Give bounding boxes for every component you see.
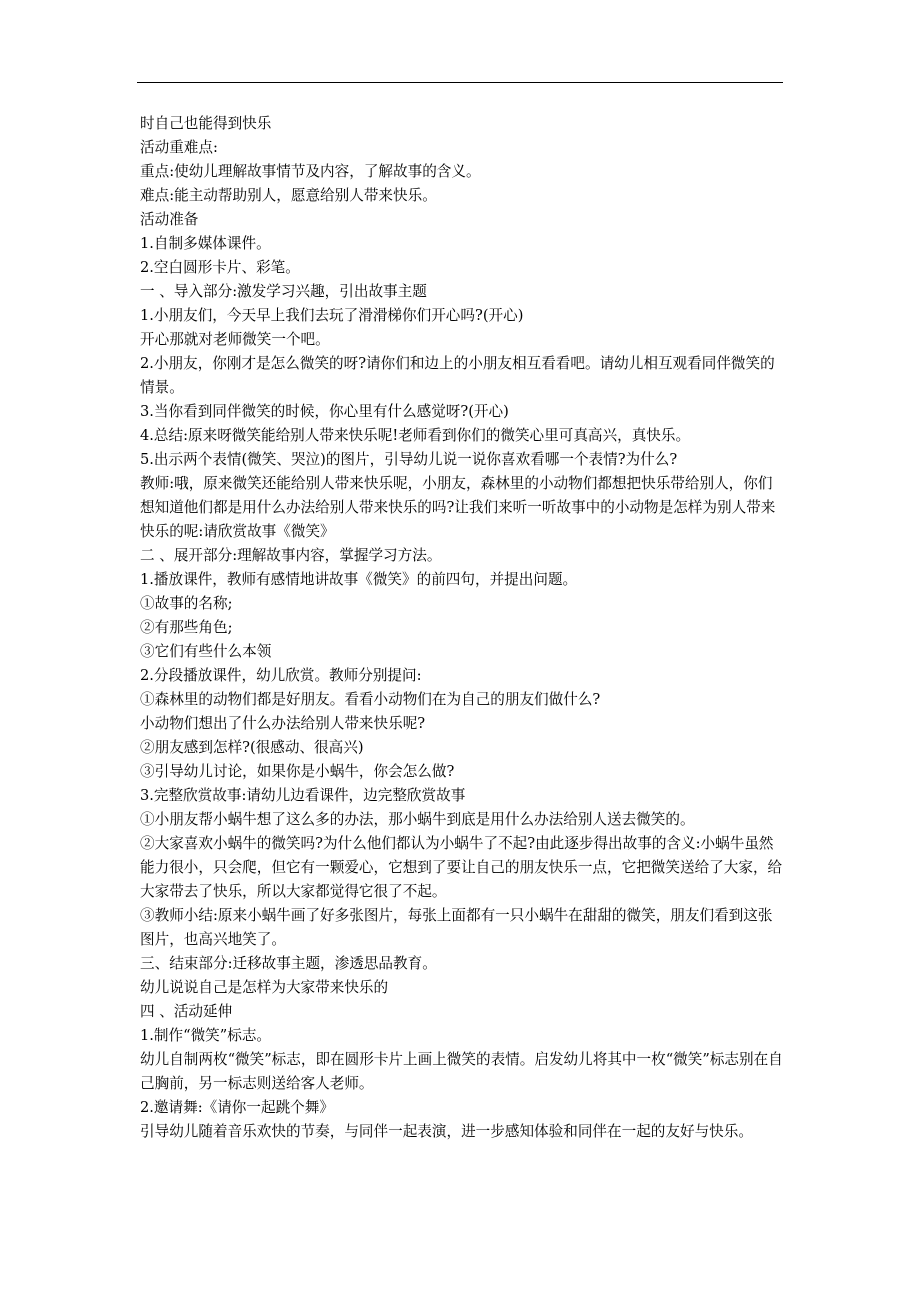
section-heading: 活动准备 xyxy=(140,211,199,228)
paragraph: 2.空白圆形卡片、彩笔。 xyxy=(140,259,300,276)
paragraph: 时自己也能得到快乐 xyxy=(140,115,272,132)
paragraph: ②大家喜欢小蜗牛的微笑吗?为什么他们都认为小蜗牛了不起?由此逐步得出故事的含义:小蜗牛虽然能力很小，只会爬，但它有一颗爱心，它想到了要让自己的朋友快乐一点，它把微笑送给了大家，给大家带去了快乐，所以大家都觉得它很了不起。 xyxy=(140,835,783,900)
paragraph: 活动重难点: xyxy=(140,139,218,156)
paragraph: 小动物们想出了什么办法给别人带来快乐呢? xyxy=(140,715,426,732)
section-heading: 三、结束部分:迁移故事主题，渗透思品教育。 xyxy=(140,955,437,972)
paragraph: 1.播放课件，教师有感情地讲故事《微笑》的前四句，并提出问题。 xyxy=(140,571,578,588)
paragraph: ③教师小结:原来小蜗牛画了好多张图片，每张上面都有一只小蜗牛在甜甜的微笑，朋友们看到这张图片，也高兴地笑了。 xyxy=(140,907,773,948)
paragraph: 2.邀请舞:《请你一起跳个舞》 xyxy=(140,1099,334,1116)
paragraph: ①小朋友帮小蜗牛想了这么多的办法，那小蜗牛到底是用什么办法给别人送去微笑的。 xyxy=(140,811,695,828)
section-heading: 二 、展开部分:理解故事内容，掌握学习方法。 xyxy=(140,547,442,564)
paragraph: ①森林里的动物们都是好朋友。看看小动物们在为自己的朋友们做什么? xyxy=(140,691,601,708)
paragraph: ③引导幼儿讨论，如果你是小蜗牛，你会怎么做? xyxy=(140,763,455,780)
paragraph: 5.出示两个表情(微笑、哭泣)的图片，引导幼儿说一说你喜欢看哪一个表情?为什么? xyxy=(140,451,678,468)
paragraph: 幼儿自制两枚“微笑”标志，即在圆形卡片上画上微笑的表情。启发幼儿将其中一枚“微笑”标志别在自己胸前，另一标志则送给客人老师。 xyxy=(140,1051,783,1092)
paragraph: 1.自制多媒体课件。 xyxy=(140,235,271,252)
paragraph: 3.完整欣赏故事:请幼儿边看课件，边完整欣赏故事 xyxy=(140,787,466,804)
paragraph: 2.分段播放课件，幼儿欣赏。教师分别提问: xyxy=(140,667,422,684)
paragraph: 引导幼儿随着音乐欢快的节奏，与同伴一起表演，进一步感知体验和同伴在一起的友好与快乐。 xyxy=(140,1123,753,1140)
paragraph: 3.当你看到同伴微笑的时候，你心里有什么感觉呀?(开心) xyxy=(140,403,509,420)
paragraph: ②有那些角色; xyxy=(140,619,233,636)
paragraph: 2.小朋友，你刚才是怎么微笑的呀?请你们和边上的小朋友相互看看吧。请幼儿相互观看同伴微笑的情景。 xyxy=(140,355,775,396)
paragraph: ①故事的名称; xyxy=(140,595,233,612)
paragraph: ③它们有些什么本领 xyxy=(140,643,272,660)
paragraph: ②朋友感到怎样?(很感动、很高兴) xyxy=(140,739,364,756)
section-heading: 四 、活动延伸 xyxy=(140,1003,233,1020)
paragraph: 1.小朋友们，今天早上我们去玩了滑滑梯你们开心吗?(开心) xyxy=(140,307,524,324)
paragraph: 4.总结:原来呀微笑能给别人带来快乐呢!老师看到你们的微笑心里可真高兴，真快乐。 xyxy=(140,427,691,444)
paragraph: 难点:能主动帮助别人，愿意给别人带来快乐。 xyxy=(140,187,437,204)
paragraph: 教师:哦，原来微笑还能给别人带来快乐呢，小朋友，森林里的小动物们都想把快乐带给别人，你们想知道他们都是用什么办法给别人带来快乐的吗?让我们来听一听故事中的小动物是怎样为别人带来快乐的呢:请欣赏故事《微笑》 xyxy=(140,475,776,540)
paragraph: 开心那就对老师微笑一个吧。 xyxy=(140,331,330,348)
paragraph: 1.制作“微笑”标志。 xyxy=(140,1027,272,1044)
paragraph: 幼儿说说自己是怎样为大家带来快乐的 xyxy=(140,979,389,996)
section-heading: 一 、导入部分:激发学习兴趣，引出故事主题 xyxy=(140,283,427,300)
paragraph: 重点:使幼儿理解故事情节及内容，了解故事的含义。 xyxy=(140,163,481,180)
document-body xyxy=(140,112,786,1144)
header-rule xyxy=(137,82,783,83)
